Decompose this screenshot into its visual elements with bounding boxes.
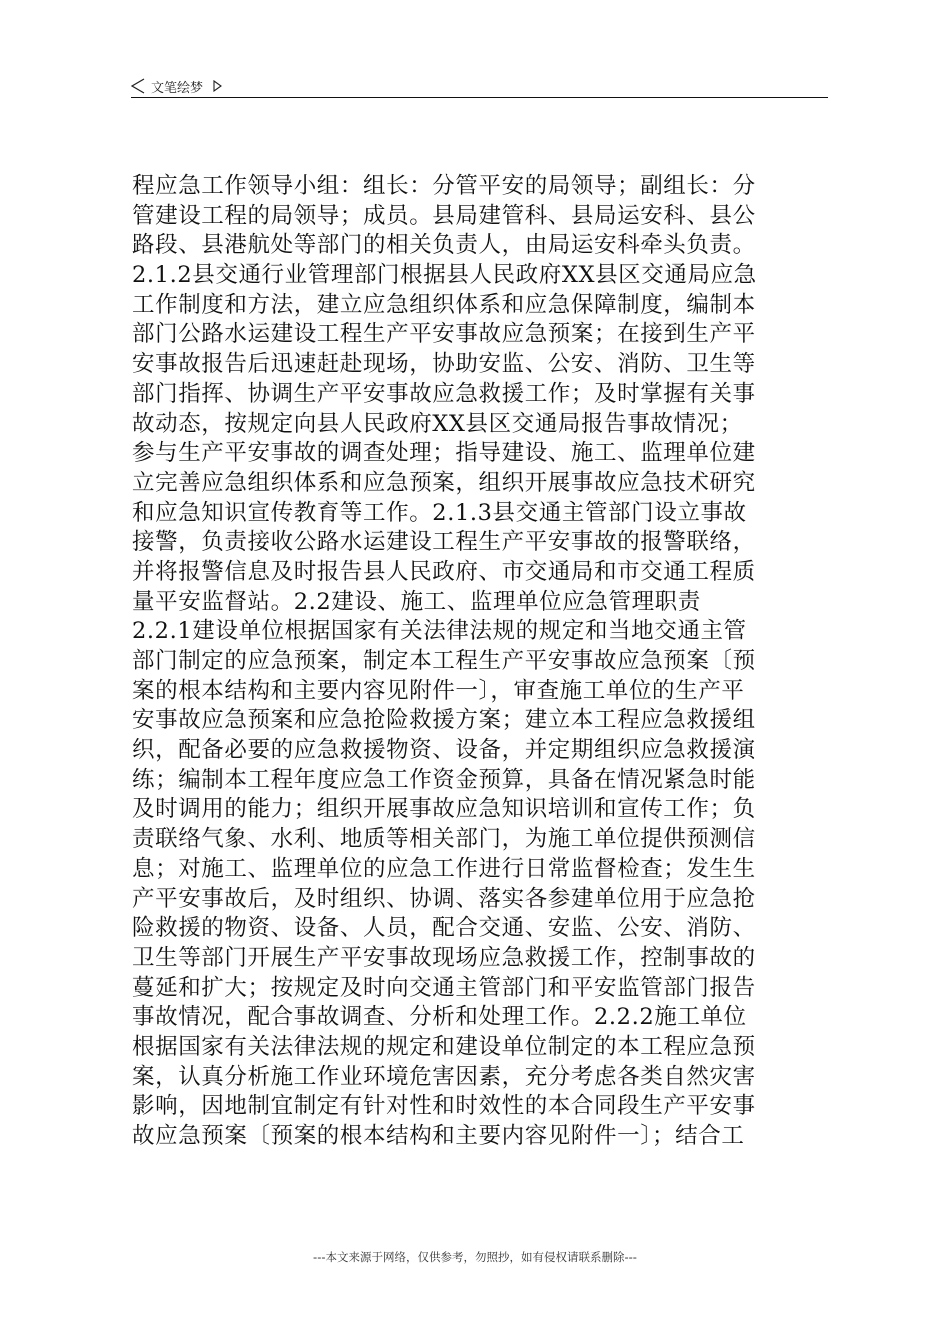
body-line: 量平安监督站。2.2建设、施工、监理单位应急管理职责 [132, 588, 701, 615]
document-body [132, 172, 824, 1152]
body-line: 2.2.1建设单位根据国家有关法律法规的规定和当地交通主管 [132, 618, 747, 645]
body-line: 安事故报告后迅速赶赴现场，协助安监、公安、消防、卫生等 [132, 351, 756, 378]
body-line: 参与生产平安事故的调查处理；指导建设、施工、监理单位建 [132, 440, 756, 467]
body-line: 案的根本结构和主要内容见附件一〕，审查施工单位的生产平 [132, 677, 745, 704]
body-line: 安事故应急预案和应急抢险救援方案；建立本工程应急救援组 [132, 707, 756, 734]
body-line: 路段、县港航处等部门的相关负责人，由局运安科牵头负责。 [132, 232, 756, 259]
body-line: 责联络气象、水利、地质等相关部门，为施工单位提供预测信 [132, 826, 756, 853]
body-line: 卫生等部门开展生产平安事故现场应急救援工作，控制事故的 [132, 944, 756, 971]
body-line: 管建设工程的局领导；成员。县局建管科、县局运安科、县公 [132, 202, 756, 229]
body-line: 部门指挥、协调生产平安事故应急救援工作；及时掌握有关事 [132, 380, 756, 407]
body-line: 蔓延和扩大；按规定及时向交通主管部门和平安监管部门报告 [132, 974, 756, 1001]
body-line: 及时调用的能力；组织开展事故应急知识培训和宣传工作；负 [132, 796, 756, 823]
body-line: 事故情况，配合事故调查、分析和处理工作。2.2.2施工单位 [132, 1004, 747, 1031]
body-line: 工作制度和方法，建立应急组织体系和应急保障制度，编制本 [132, 291, 756, 318]
body-line: 织，配备必要的应急救援物资、设备，并定期组织应急救援演 [132, 737, 756, 764]
body-line: 影响，因地制宜制定有针对性和时效性的本合同段生产平安事 [132, 1093, 756, 1120]
body-line: 练；编制本工程年度应急工作资金预算，具备在情况紧急时能 [132, 766, 756, 793]
body-line: 案，认真分析施工作业环境危害因素，充分考虑各类自然灾害 [132, 1063, 756, 1090]
body-line: 程应急工作领导小组：组长：分管平安的局领导；副组长：分 [132, 173, 756, 199]
body-line: 根据国家有关法律法规的规定和建设单位制定的本工程应急预 [132, 1033, 756, 1060]
body-line: 险救援的物资、设备、人员，配合交通、安监、公安、消防、 [132, 915, 756, 942]
body-line: 产平安事故后，及时组织、协调、落实各参建单位用于应急抢 [132, 885, 756, 912]
page-header [131, 74, 826, 98]
body-line: 接警，负责接收公路水运建设工程生产平安事故的报警联络， [132, 529, 756, 556]
body-line: 息；对施工、监理单位的应急工作进行日常监督检查；发生生 [132, 855, 756, 882]
header-brand: 文笔绘梦 [151, 80, 204, 96]
body-line: 立完善应急组织体系和应急预案，组织开展事故应急技术研究 [132, 469, 756, 496]
right-triangle-icon [213, 80, 222, 92]
body-line: 故应急预案〔预案的根本结构和主要内容见附件一〕；结合工 [132, 1123, 745, 1149]
body-line: 故动态，按规定向县人民政府XX县区交通局报告事故情况； [132, 410, 743, 437]
body-line: 并将报警信息及时报告县人民政府、市交通局和市交通工程质 [132, 558, 756, 585]
body-line: 部门制定的应急预案，制定本工程生产平安事故应急预案〔预 [132, 648, 756, 674]
body-line: 和应急知识宣传教育等工作。2.1.3县交通主管部门设立事故 [132, 499, 747, 526]
header-divider [131, 97, 828, 98]
page-footer: ---本文来源于网络，仅供参考，勿照抄，如有侵权请联系删除--- [313, 1250, 637, 1264]
body-line: 2.1.2县交通行业管理部门根据县人民政府XX县区交通局应急 [132, 262, 757, 289]
body-line: 部门公路水运建设工程生产平安事故应急预案；在接到生产平 [132, 321, 756, 348]
left-triangle-icon [131, 78, 145, 94]
